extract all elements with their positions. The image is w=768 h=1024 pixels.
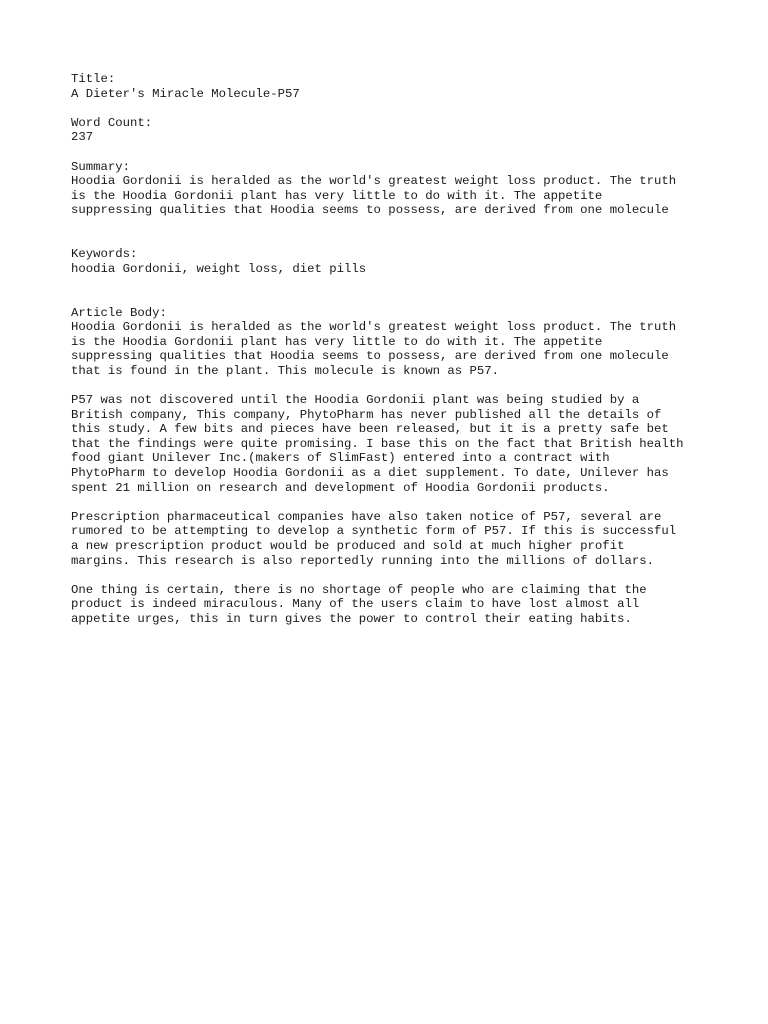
- article-line: P57 was not discovered until the Hoodia Gordonii plant was being studied by a: [71, 393, 640, 408]
- keywords-label: Keywords:: [71, 247, 138, 262]
- article-line: product is indeed miraculous. Many of the users claim to have lost almost all: [71, 597, 640, 612]
- article-line: spent 21 million on research and development of Hoodia Gordonii products.: [71, 480, 610, 495]
- article-line: a new prescription product would be produced and sold at much higher profit: [71, 539, 625, 553]
- article-line: food giant Unilever Inc.(makers of SlimFast) entered into a contract with: [71, 451, 610, 466]
- article-line: One thing is certain, there is no shortage of people who are claiming that the: [71, 582, 647, 597]
- title-value: A Dieter's Miracle Molecule-P57: [71, 86, 300, 101]
- spacer: [71, 218, 731, 247]
- word-count-value: 237: [71, 130, 94, 145]
- spacer: [71, 378, 731, 393]
- title-label: Title:: [71, 72, 116, 86]
- keywords-value: hoodia Gordonii, weight loss, diet pills: [71, 261, 367, 276]
- article-line: margins. This research is also reportedly running into the millions of dollars.: [71, 553, 654, 568]
- word-count-label: Word Count:: [71, 115, 153, 130]
- summary-text: [71, 174, 731, 218]
- summary-line: is the Hoodia Gordonii plant has very little to do with it. The appetite: [71, 188, 603, 203]
- spacer: [71, 568, 731, 583]
- article-paragraph: [71, 510, 731, 568]
- article-paragraph: [71, 320, 731, 378]
- spacer: [71, 276, 731, 305]
- document-page: [71, 72, 731, 627]
- article-paragraph: [71, 393, 731, 495]
- summary-line: Hoodia Gordonii is heralded as the world's greatest weight loss product. The truth: [71, 174, 677, 189]
- spacer: [71, 495, 731, 510]
- article-line: PhytoPharm to develop Hoodia Gordonii as a diet supplement. To date, Unilever has: [71, 466, 669, 481]
- article-paragraph: [71, 583, 731, 627]
- article-body-label: Article Body:: [71, 305, 167, 320]
- spacer: [71, 145, 731, 160]
- article-line: is the Hoodia Gordonii plant has very little to do with it. The appetite: [71, 334, 603, 349]
- article-line: that the findings were quite promising. I base this on the fact that British health: [71, 436, 684, 451]
- article-line: suppressing qualities that Hoodia seems to possess, are derived from one molecule: [71, 349, 669, 364]
- article-line: Hoodia Gordonii is heralded as the world's greatest weight loss product. The truth: [71, 320, 677, 335]
- article-line: appetite urges, this in turn gives the power to control their eating habits.: [71, 611, 632, 626]
- article-line: this study. A few bits and pieces have been released, but it is a pretty safe bet: [71, 422, 669, 437]
- summary-label: Summary:: [71, 159, 131, 174]
- article-line: rumored to be attempting to develop a synthetic form of P57. If this is successful: [71, 524, 677, 539]
- article-line: British company, This company, PhytoPharm has never published all the details of: [71, 407, 662, 422]
- article-line: that is found in the plant. This molecule is known as P57.: [71, 363, 500, 378]
- summary-line: suppressing qualities that Hoodia seems to possess, are derived from one molecule: [71, 203, 669, 218]
- article-line: Prescription pharmaceutical companies have also taken notice of P57, several are: [71, 509, 662, 524]
- spacer: [71, 101, 731, 116]
